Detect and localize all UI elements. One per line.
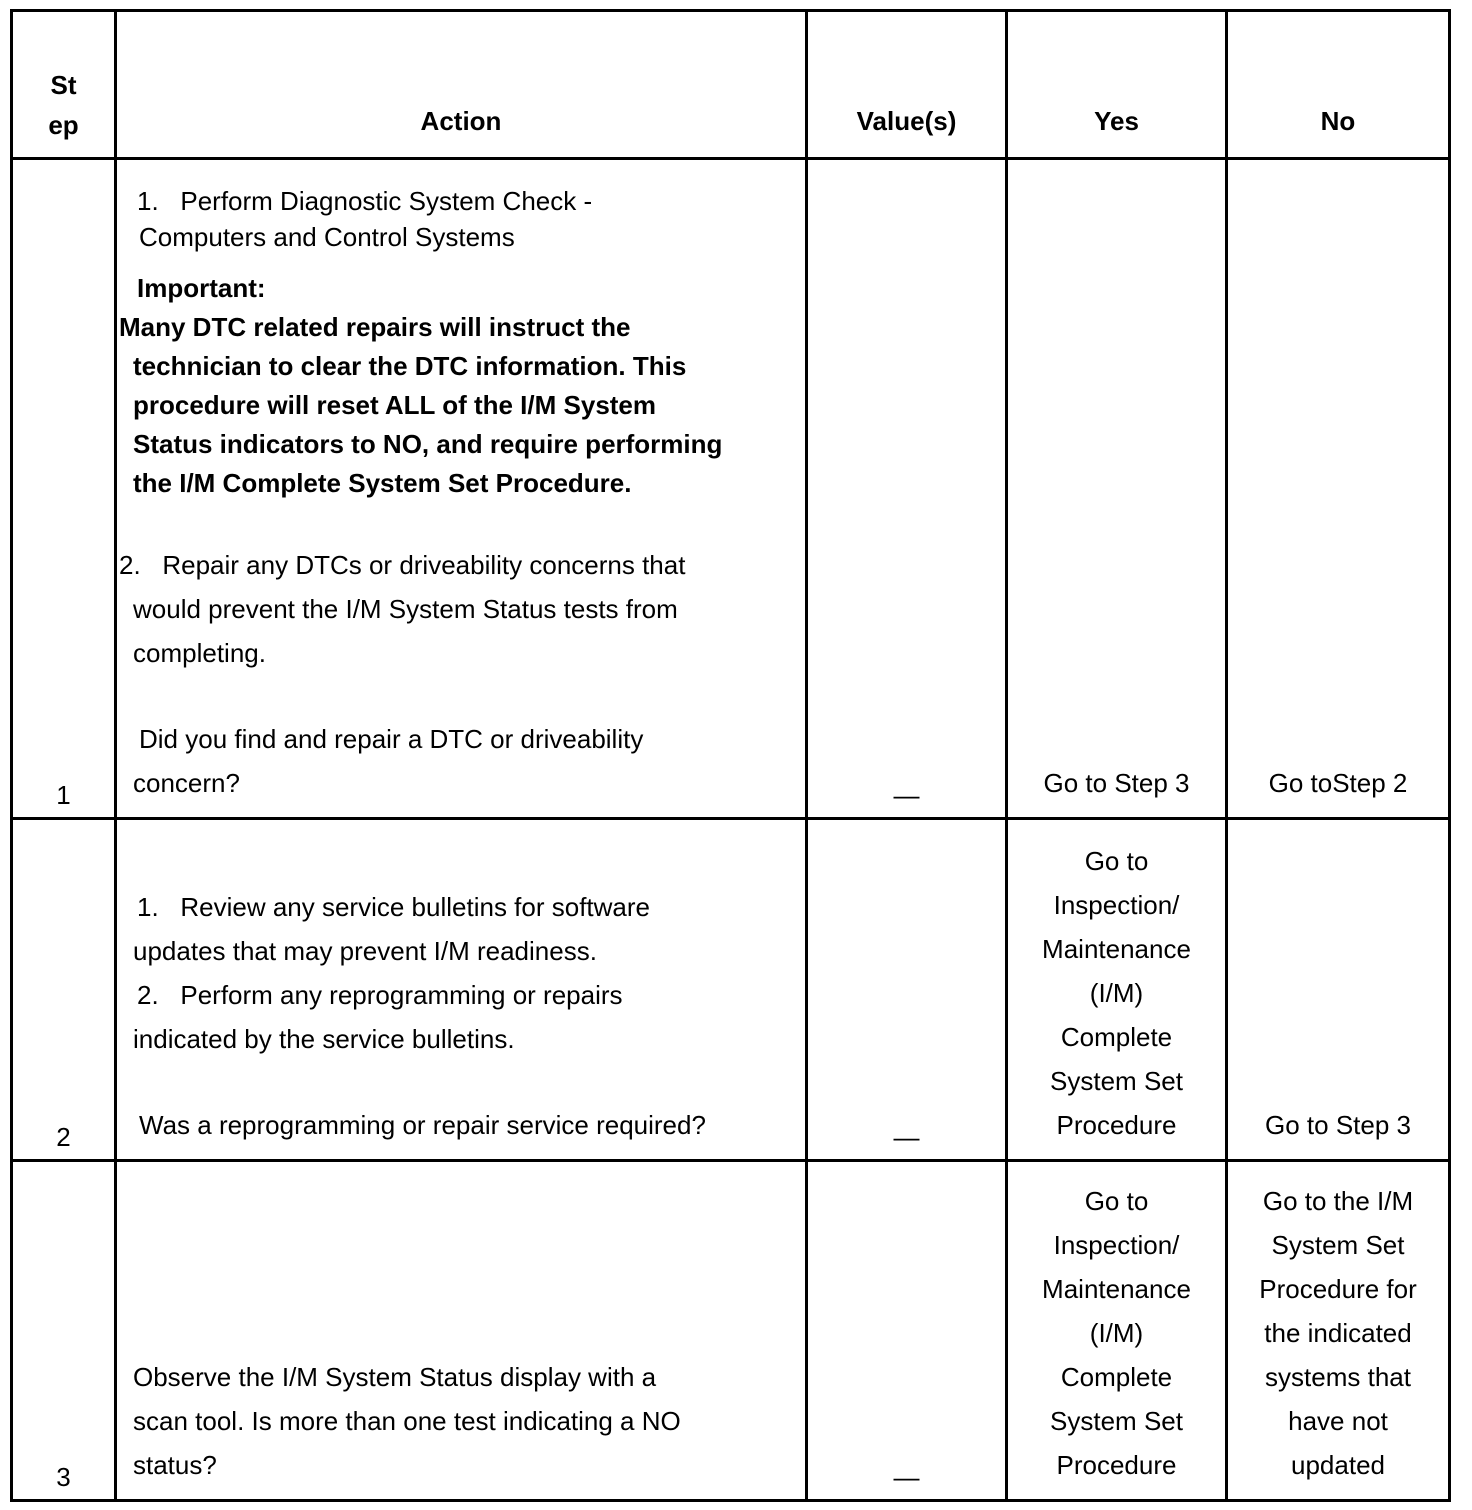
yes-line: Go to — [1084, 1186, 1149, 1216]
table-row-step-2 — [12, 819, 1450, 1161]
no-cell: Go to Step 3 — [1227, 819, 1450, 1161]
header-action: Action — [116, 11, 807, 159]
header-no: No — [1227, 11, 1450, 159]
action-item-2-cont-1: would prevent the I/M System Status tests from — [133, 594, 678, 624]
yes-line: System Set — [1050, 1066, 1183, 1096]
no-line: the indicated — [1264, 1318, 1412, 1348]
step-number: 3 — [12, 1161, 116, 1501]
action-question: Did you find and repair a DTC or driveability — [139, 724, 644, 754]
no-cell — [1227, 1161, 1450, 1501]
yes-cell: Go to Step 3 — [1007, 159, 1227, 819]
important-text-3: procedure will reset ALL of the I/M System — [133, 390, 657, 420]
header-step-line-2: ep — [48, 110, 79, 140]
yes-line: Procedure — [1056, 1110, 1177, 1140]
yes-line: Maintenance — [1042, 1274, 1191, 1304]
no-line: updated — [1291, 1450, 1385, 1480]
yes-cell — [1007, 1161, 1227, 1501]
header-values: Value(s) — [807, 11, 1007, 159]
important-text-1: Many DTC related repairs will instruct the — [119, 312, 631, 342]
diagnostic-table — [10, 9, 1451, 1502]
action-cell — [116, 1161, 807, 1501]
action-question: Was a reprogramming or repair service required? — [139, 1110, 706, 1140]
value-cell: — — [807, 819, 1007, 1161]
action-item-1-cont: Computers and Control Systems — [139, 222, 515, 252]
yes-line: (I/M) — [1089, 1318, 1144, 1348]
action-item-2: 2. Repair any DTCs or driveability concerns that — [119, 550, 686, 580]
no-line: System Set — [1271, 1230, 1405, 1260]
header-step-line-1: St — [50, 70, 77, 100]
table-row-step-1 — [12, 159, 1450, 819]
yes-line: Inspection/ — [1053, 890, 1180, 920]
header-row — [12, 11, 1450, 159]
action-cell — [116, 819, 807, 1161]
no-line: systems that — [1265, 1362, 1411, 1392]
value-cell: — — [807, 159, 1007, 819]
no-line: Procedure for — [1259, 1274, 1417, 1304]
action-item-2: 2. Perform any reprogramming or repairs — [137, 980, 623, 1010]
yes-line: System Set — [1050, 1406, 1183, 1436]
important-label: Important: — [137, 273, 266, 303]
important-text-2: technician to clear the DTC information. This — [133, 351, 687, 381]
no-line: have not — [1288, 1406, 1388, 1436]
yes-line: Inspection/ — [1053, 1230, 1180, 1260]
yes-line: Complete — [1060, 1022, 1173, 1052]
no-cell: Go toStep 2 — [1227, 159, 1450, 819]
important-text-5: the I/M Complete System Set Procedure. — [133, 468, 632, 498]
action-text-1: Observe the I/M System Status display with a — [133, 1362, 657, 1392]
action-item-1: 1. Review any service bulletins for software — [137, 892, 650, 922]
action-question-cont: concern? — [133, 768, 240, 798]
yes-line: (I/M) — [1089, 978, 1144, 1008]
step-number: 2 — [12, 819, 116, 1161]
yes-cell — [1007, 819, 1227, 1161]
action-item-2-cont-2: completing. — [133, 638, 266, 668]
action-cell — [116, 159, 807, 819]
step-number: 1 — [12, 159, 116, 819]
yes-line: Procedure — [1056, 1450, 1177, 1480]
yes-line: Maintenance — [1042, 934, 1191, 964]
action-item-1-cont: updates that may prevent I/M readiness. — [133, 936, 597, 966]
action-item-1: 1. Perform Diagnostic System Check - — [137, 186, 593, 216]
header-step — [12, 11, 116, 159]
action-item-2-cont: indicated by the service bulletins. — [133, 1024, 515, 1054]
table-row-step-3 — [12, 1161, 1450, 1501]
value-cell: — — [807, 1161, 1007, 1501]
action-text-2: scan tool. Is more than one test indicating a NO — [133, 1406, 681, 1436]
yes-line: Complete — [1060, 1362, 1173, 1392]
yes-line: Go to — [1084, 846, 1149, 876]
action-text-3: status? — [133, 1450, 217, 1480]
header-yes: Yes — [1007, 11, 1227, 159]
no-line: Go to the I/M — [1262, 1186, 1414, 1216]
important-text-4: Status indicators to NO, and require performing — [133, 429, 723, 459]
